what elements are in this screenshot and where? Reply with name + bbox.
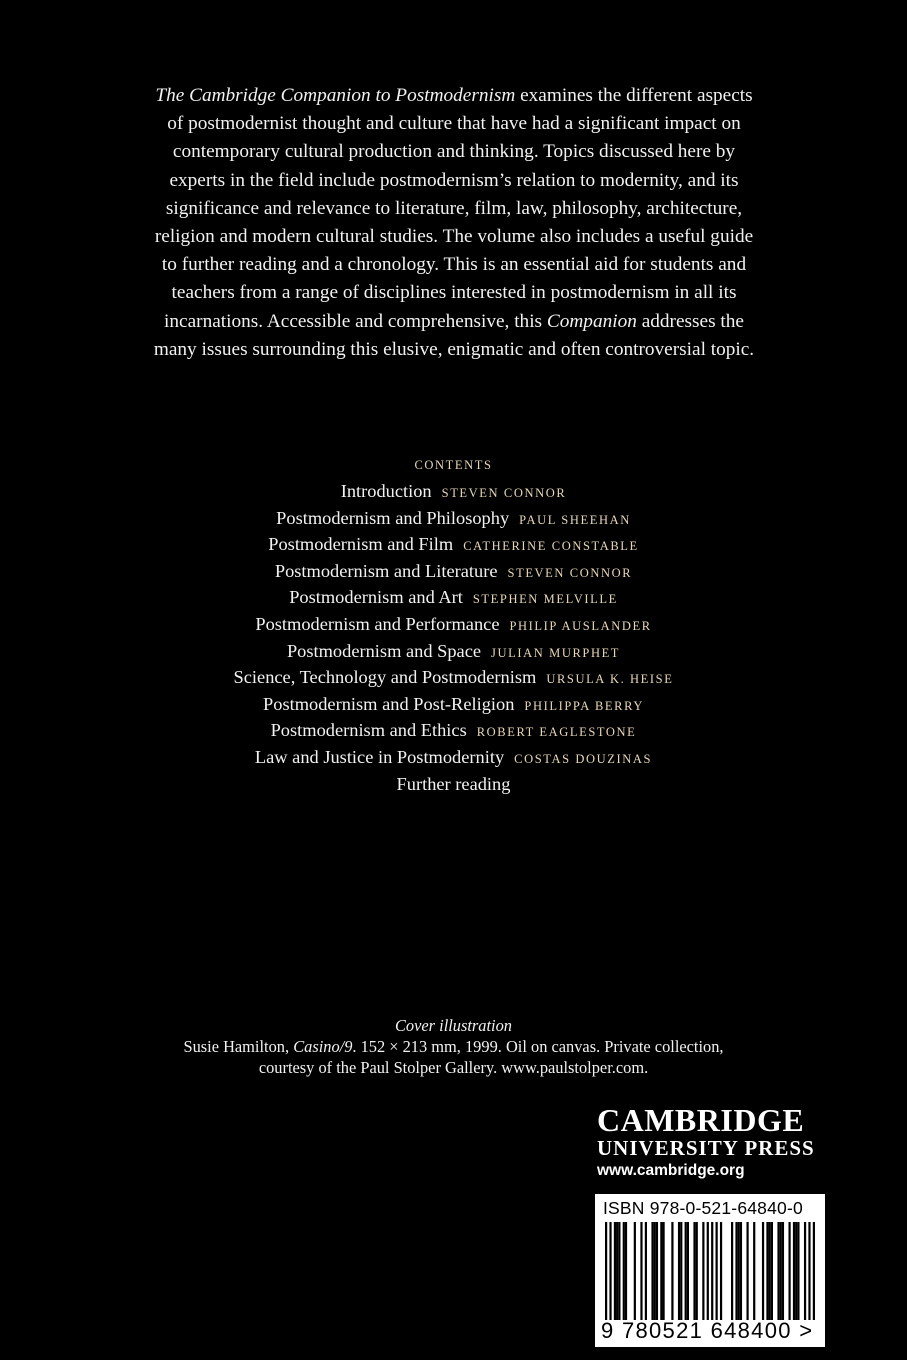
chapter-author: STEVEN CONNOR <box>441 486 567 500</box>
barcode-bar <box>797 1222 799 1320</box>
toc-item <box>0 771 907 798</box>
chapter-title: Postmodernism and Art <box>289 587 463 608</box>
chapter-author: PHILIP AUSLANDER <box>509 618 652 633</box>
barcode-bar <box>645 1222 647 1320</box>
barcode-bar <box>731 1222 733 1320</box>
barcode-bar <box>618 1222 620 1320</box>
barcode-panel <box>595 1194 825 1347</box>
barcode-bar <box>769 1222 771 1320</box>
barcode-bar <box>702 1222 704 1320</box>
barcode-bar <box>793 1222 795 1320</box>
barcode-bar <box>780 1222 782 1320</box>
toc-item <box>0 558 907 585</box>
contents-heading: CONTENTS <box>414 458 493 472</box>
publisher-url: www.cambridge.org <box>597 1162 745 1179</box>
chapter-title: Postmodernism and Film <box>268 534 454 555</box>
barcode-bar <box>614 1222 616 1320</box>
toc-item <box>0 584 907 611</box>
barcode-bar <box>808 1222 810 1320</box>
barcode-bar <box>753 1222 755 1320</box>
toc-item <box>0 744 907 771</box>
chapter-title: Introduction <box>340 481 432 501</box>
barcode-bar <box>678 1222 680 1320</box>
barcode-bar <box>640 1222 642 1320</box>
chapter-title: Postmodernism and Performance <box>255 613 500 634</box>
toc-item <box>0 717 907 744</box>
table-of-contents <box>0 478 907 797</box>
barcode-bar <box>687 1222 689 1320</box>
barcode-bar <box>771 1222 773 1320</box>
barcode-bar <box>671 1222 673 1320</box>
barcode-bar <box>746 1222 748 1320</box>
barcode-bar <box>707 1222 709 1320</box>
chapter-author: CATHERINE CONSTABLE <box>463 539 639 554</box>
chapter-author: ROBERT EAGLESTONE <box>476 725 637 740</box>
barcode-bar <box>605 1222 607 1320</box>
chapter-title: Postmodernism and Philosophy <box>276 507 510 528</box>
chapter-title: Law and Justice in Postmodernity <box>254 746 505 767</box>
barcode-bar <box>804 1222 806 1320</box>
barcode-bar <box>651 1222 653 1320</box>
chapter-title: Further reading <box>396 773 511 794</box>
barcode-bar <box>782 1222 784 1320</box>
chapter-author: PHILIPPA BERRY <box>524 698 644 713</box>
toc-item <box>0 531 907 558</box>
toc-item <box>0 691 907 718</box>
toc-item <box>0 611 907 638</box>
cover-details: . 152 × 213 mm, 1999. Oil on canvas. Private collection, <box>352 1037 724 1056</box>
barcode-bar <box>693 1222 695 1320</box>
publisher-subtitle: UNIVERSITY PRESS <box>597 1136 815 1160</box>
cover-credit-heading: Cover illustration <box>394 1016 512 1035</box>
publisher-logo <box>597 1104 827 1182</box>
toc-item <box>0 638 907 665</box>
barcode-bar <box>762 1222 764 1320</box>
chapter-title: Science, Technology and Postmodernism <box>233 667 537 688</box>
description-text-1: examines the different aspects of postmodernist thought and culture that have had a significant impact on contemporary cultural production and thinking. Topics discussed here by experts in the field include postmodernism’s relation to modernity, and its significance and relevance to literature, film, law, philosophy, architecture, religion and modern cultural studies. The volume also includes a useful guide to further reading and a chronology. This is an essential aid for students and teachers from a range of disciplines interested in postmodernism in all its incarnations. Accessible and comprehensive, this <box>154 85 754 332</box>
cover-work-title: Casino/9 <box>293 1037 353 1056</box>
ean-number: 9 780521 648400 > <box>601 1318 814 1343</box>
chapter-author: STEPHEN MELVILLE <box>472 592 618 607</box>
book-description <box>150 82 758 364</box>
chapter-author: URSULA K. HEISE <box>546 672 674 687</box>
toc-item <box>0 664 907 691</box>
barcode-bar <box>696 1222 698 1320</box>
toc-item <box>0 505 907 532</box>
barcode-bar <box>654 1222 656 1320</box>
barcode-bar <box>616 1222 618 1320</box>
cover-courtesy: courtesy of the Paul Stolper Gallery. www.paulstolper.com. <box>258 1058 649 1077</box>
barcode-bar <box>720 1222 722 1320</box>
barcode-bar <box>623 1222 625 1320</box>
barcode-bar <box>795 1222 797 1320</box>
description-text-2: addresses the many issues surrounding this elusive, enigmatic and often controversial topic. <box>153 310 755 360</box>
companion-word: Companion <box>546 310 637 332</box>
barcode-bar <box>656 1222 658 1320</box>
chapter-author: JULIAN MURPHET <box>491 645 621 660</box>
barcode-icon <box>605 1222 815 1320</box>
barcode-bar <box>788 1222 790 1320</box>
chapter-title: Postmodernism and Ethics <box>270 720 467 741</box>
barcode-bar <box>609 1222 611 1320</box>
chapter-author: STEVEN CONNOR <box>507 565 633 580</box>
chapter-author: COSTAS DOUZINAS <box>514 751 653 766</box>
toc-item <box>0 478 907 505</box>
barcode-bar <box>738 1222 740 1320</box>
cover-artist: Susie Hamilton, <box>183 1037 294 1056</box>
chapter-author: PAUL SHEEHAN <box>519 512 631 527</box>
chapter-title: Postmodernism and Space <box>286 640 482 661</box>
chapter-title: Postmodernism and Post-Religion <box>263 693 515 714</box>
barcode-bar <box>766 1222 768 1320</box>
barcode-bar <box>680 1222 682 1320</box>
barcode-bar <box>685 1222 687 1320</box>
chapter-title: Postmodernism and Literature <box>274 560 498 581</box>
barcode-bar <box>662 1222 664 1320</box>
barcode-bar <box>711 1222 713 1320</box>
isbn-label: ISBN 978-0-521-64840-0 <box>603 1198 803 1218</box>
barcode-bar <box>740 1222 742 1320</box>
barcode-bar <box>634 1222 636 1320</box>
cover-credit <box>0 1015 907 1078</box>
publisher-name: CAMBRIDGE <box>597 1102 805 1138</box>
book-title: The Cambridge Companion to Postmodernism <box>155 85 516 106</box>
barcode-bar <box>735 1222 737 1320</box>
barcode-bar <box>625 1222 627 1320</box>
barcode-bar <box>813 1222 815 1320</box>
barcode-bar <box>716 1222 718 1320</box>
barcode-bar <box>777 1222 779 1320</box>
barcode-bar <box>660 1222 662 1320</box>
